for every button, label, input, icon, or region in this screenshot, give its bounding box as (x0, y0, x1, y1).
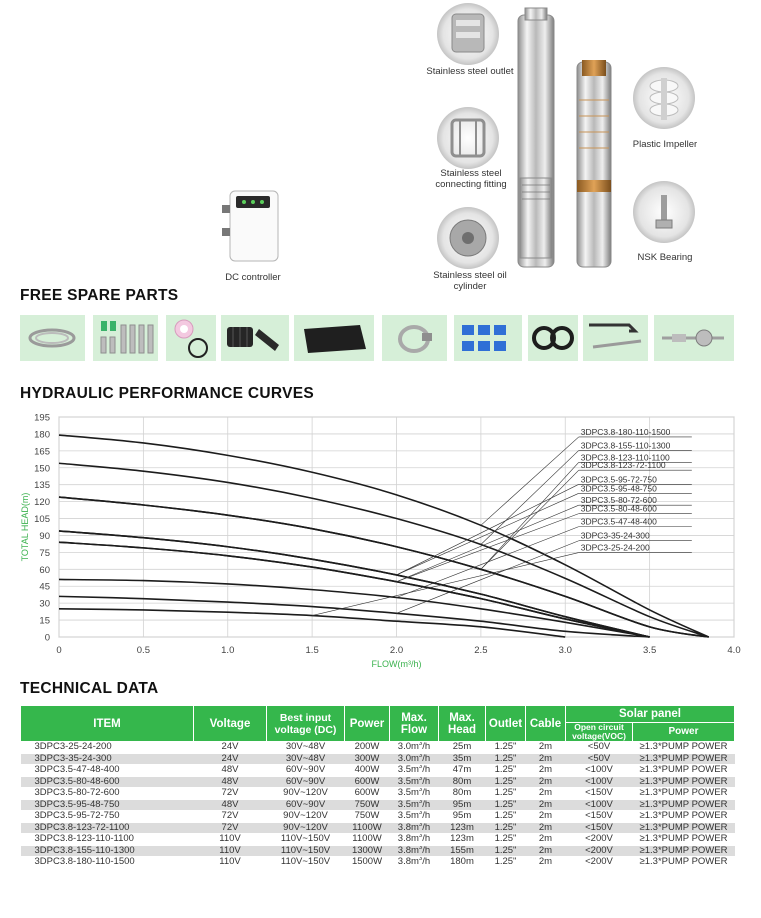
header-power: Power (345, 706, 390, 742)
spare-connectors-bolts (93, 315, 158, 361)
cell-item: 3DPC3.5-80-72-600 (21, 788, 194, 800)
cell-max-flow: $3.5m^3/h$ (390, 788, 439, 800)
cell-item: 3DPC3.8-123-72-1100 (21, 822, 194, 834)
table-row (21, 845, 735, 857)
cell-max-flow: $3.0m^3/h$ (390, 753, 439, 765)
flow-unit-superscript: 3 (418, 776, 423, 782)
cell-max-flow: $3.8m^3/h$ (390, 834, 439, 846)
x-tick-label: 2.5 (474, 645, 488, 656)
table-row (21, 776, 735, 788)
cell-outlet: 1.25" (486, 811, 526, 823)
leader-line (397, 541, 579, 614)
y-tick-label: 105 (34, 514, 50, 526)
y-tick-label: 15 (39, 615, 50, 627)
flow-unit-superscript: 3 (418, 764, 423, 770)
cell-power: 600W (345, 776, 390, 788)
cell-solar-power: ≥1.3*PUMP POWER (633, 753, 735, 765)
caption-outlet: Stainless steel outlet (426, 66, 514, 77)
x-tick-label: 2.0 (389, 645, 404, 656)
cell-outlet: 1.25" (486, 845, 526, 857)
cell-outlet: 1.25" (486, 857, 526, 869)
cell-power: 1100W (345, 822, 390, 834)
header-solar-panel: Solar panel (566, 706, 735, 723)
cell-max-flow: $3.5m^3/h$ (390, 811, 439, 823)
performance-curve (59, 596, 650, 637)
tech-title: TECHNICAL DATA (20, 680, 159, 697)
cell-max-head: 180m (439, 857, 486, 869)
y-tick-label: 90 (39, 530, 50, 542)
spare-cable-coil (20, 315, 85, 361)
y-tick-label: 0 (44, 632, 50, 644)
x-tick-label: 1.5 (305, 645, 319, 656)
cell-outlet: 1.25" (486, 742, 526, 754)
cell-best-input: 30V~48V (267, 742, 345, 754)
cell-best-input: 110V~150V (267, 857, 345, 869)
y-tick-label: 180 (34, 429, 50, 441)
cell-outlet: 1.25" (486, 834, 526, 846)
cell-voltage: 24V (194, 753, 267, 765)
x-tick-label: 4.0 (727, 645, 741, 656)
cell-solar-power: ≥1.3*PUMP POWER (633, 799, 735, 811)
cell-cable: 2m (526, 834, 566, 846)
spare-parts-title: FREE SPARE PARTS (20, 287, 179, 304)
flow-unit-superscript: 3 (418, 856, 423, 862)
caption-cylinder: Stainless steel oil cylinder (433, 270, 507, 292)
x-tick-label: 1.0 (221, 645, 235, 656)
cell-outlet: 1.25" (486, 822, 526, 834)
series-label: 3DPC3.5-47-48-400 (580, 516, 657, 527)
leader-line (397, 527, 579, 598)
cell-max-head: 80m (439, 788, 486, 800)
cell-voc: <200V (566, 834, 633, 846)
cell-voltage: 72V (194, 822, 267, 834)
spare-wire-connectors (454, 315, 522, 361)
cell-best-input: 60V~90V (267, 765, 345, 777)
caption-impeller: Plastic Impeller (632, 139, 698, 150)
cell-best-input: 110V~150V (267, 845, 345, 857)
table-row (21, 742, 735, 754)
cell-voltage: 110V (194, 857, 267, 869)
flow-unit-superscript: 3 (418, 833, 423, 839)
fitting-detail-disk (437, 107, 499, 169)
x-axis-label: FLOW(m³/h) (371, 659, 422, 669)
table-row (21, 857, 735, 869)
flow-unit-superscript: 3 (418, 787, 423, 793)
header-max-flow: Max. Flow (390, 706, 439, 742)
cell-power: 1500W (345, 857, 390, 869)
header-outlet: Outlet (486, 706, 526, 742)
cell-voltage: 110V (194, 834, 267, 846)
leader-line (397, 484, 579, 575)
cell-best-input: 110V~150V (267, 834, 345, 846)
cell-voltage: 72V (194, 811, 267, 823)
cell-max-head: 95m (439, 799, 486, 811)
table-row (21, 822, 735, 834)
cell-voc: <150V (566, 811, 633, 823)
cell-power: 1300W (345, 845, 390, 857)
cell-max-head: 80m (439, 776, 486, 788)
cell-outlet: 1.25" (486, 799, 526, 811)
y-tick-label: 30 (39, 598, 50, 610)
caption-fitting: Stainless steel connecting fitting (435, 168, 507, 190)
header-best-input: Best input voltage (DC) (267, 706, 345, 742)
cell-item: 3DPC3.5-95-48-750 (21, 799, 194, 811)
curves-title: HYDRAULIC PERFORMANCE CURVES (20, 385, 315, 402)
leader-line (481, 462, 579, 569)
flow-unit-superscript: 3 (418, 741, 423, 747)
cell-power: 400W (345, 765, 390, 777)
cell-max-flow: $3.5m^3/h$ (390, 765, 439, 777)
cell-voltage: 72V (194, 788, 267, 800)
cell-voc: <150V (566, 822, 633, 834)
cell-power: 750W (345, 811, 390, 823)
series-label: 3DPC3.5-80-72-600 (580, 495, 657, 506)
cell-max-head: 123m (439, 822, 486, 834)
flow-unit-superscript: 3 (418, 799, 423, 805)
cell-voc: <200V (566, 857, 633, 869)
y-tick-label: 120 (34, 497, 50, 509)
flow-unit-superscript: 3 (418, 822, 423, 828)
table-row (21, 753, 735, 765)
cell-best-input: 90V~120V (267, 788, 345, 800)
cell-item: 3DPC3.8-155-110-1300 (21, 845, 194, 857)
cell-cable: 2m (526, 765, 566, 777)
tech-table (20, 705, 735, 869)
cell-cable: 2m (526, 742, 566, 754)
x-tick-label: 3.5 (643, 645, 657, 656)
header-max-head: Max. Head (439, 706, 486, 742)
spare-hose-clamp (382, 315, 447, 361)
cell-cable: 2m (526, 776, 566, 788)
series-label: 3DPC3.8-123-72-1100 (580, 460, 666, 471)
cell-voltage: 48V (194, 799, 267, 811)
cell-cable: 2m (526, 811, 566, 823)
cell-best-input: 60V~90V (267, 776, 345, 788)
series-label: 3DPC3-25-24-200 (580, 542, 650, 553)
cell-voltage: 48V (194, 765, 267, 777)
cell-best-input: 30V~48V (267, 753, 345, 765)
series-label: 3DPC3.8-155-110-1300 (580, 440, 671, 451)
table-row (21, 811, 735, 823)
cell-max-head: 155m (439, 845, 486, 857)
spare-rubber-sleeve (294, 315, 374, 361)
cell-power: 600W (345, 788, 390, 800)
spare-wrench-tool (583, 315, 648, 361)
cell-power: 200W (345, 742, 390, 754)
series-label: 3DPC3-35-24-300 (580, 530, 650, 541)
caption-bearing: NSK Bearing (637, 252, 693, 263)
pump-body-secondary (577, 62, 611, 267)
cell-cable: 2m (526, 822, 566, 834)
cell-item: 3DPC3-25-24-200 (21, 742, 194, 754)
cell-item: 3DPC3-35-24-300 (21, 753, 194, 765)
header-voc: Open circuit voltage(VOC) (566, 723, 633, 742)
series-label: 3DPC3.8-180-110-1500 (580, 426, 671, 437)
cell-outlet: 1.25" (486, 776, 526, 788)
cell-max-flow: $3.5m^3/h$ (390, 799, 439, 811)
table-row (21, 799, 735, 811)
table-row (21, 788, 735, 800)
cell-power: 750W (345, 799, 390, 811)
cell-voc: <150V (566, 788, 633, 800)
cell-max-head: 25m (439, 742, 486, 754)
cell-voc: <200V (566, 845, 633, 857)
spare-rubber-rings (528, 315, 578, 361)
cell-item: 3DPC3.5-47-48-400 (21, 765, 194, 777)
x-tick-label: 3.0 (558, 645, 572, 656)
cell-cable: 2m (526, 753, 566, 765)
cell-item: 3DPC3.8-180-110-1500 (21, 857, 194, 869)
cell-outlet: 1.25" (486, 788, 526, 800)
cell-solar-power: ≥1.3*PUMP POWER (633, 811, 735, 823)
cell-voc: <50V (566, 742, 633, 754)
product-showcase (0, 0, 761, 292)
x-tick-label: 0.5 (136, 645, 150, 656)
cell-cable: 2m (526, 845, 566, 857)
series-label: 3DPC3.5-80-48-600 (580, 503, 657, 514)
table-row (21, 834, 735, 846)
cell-cable: 2m (526, 799, 566, 811)
header-cable: Cable (526, 706, 566, 742)
cell-voltage: 48V (194, 776, 267, 788)
cell-cable: 2m (526, 857, 566, 869)
cell-max-head: 123m (439, 834, 486, 846)
cell-max-flow: $3.0m^3/h$ (390, 742, 439, 754)
cell-max-head: 95m (439, 811, 486, 823)
y-tick-label: 45 (39, 581, 50, 593)
spare-fitting-valve (654, 315, 734, 361)
performance-chart (0, 405, 761, 675)
leader-line (312, 553, 579, 616)
header-solar-power: Power (633, 723, 735, 742)
cell-solar-power: ≥1.3*PUMP POWER (633, 765, 735, 777)
y-tick-label: 135 (34, 480, 50, 492)
leader-line (481, 437, 579, 525)
cell-voc: <100V (566, 765, 633, 777)
cell-max-flow: $3.8m^3/h$ (390, 845, 439, 857)
cell-solar-power: ≥1.3*PUMP POWER (633, 822, 735, 834)
flow-unit-superscript: 3 (418, 810, 423, 816)
cell-solar-power: ≥1.3*PUMP POWER (633, 776, 735, 788)
caption-controller: DC controller (225, 272, 281, 283)
cell-cable: 2m (526, 788, 566, 800)
performance-curve (59, 579, 650, 637)
cell-voltage: 24V (194, 742, 267, 754)
cell-solar-power: ≥1.3*PUMP POWER (633, 857, 735, 869)
spare-cable-joint (221, 315, 289, 361)
cell-max-head: 47m (439, 765, 486, 777)
table-row (21, 765, 735, 777)
y-tick-label: 60 (39, 564, 50, 576)
cell-outlet: 1.25" (486, 765, 526, 777)
cell-voc: <50V (566, 753, 633, 765)
cell-voc: <100V (566, 799, 633, 811)
x-tick-label: 0 (56, 645, 62, 656)
cell-power: 1100W (345, 834, 390, 846)
cell-solar-power: ≥1.3*PUMP POWER (633, 788, 735, 800)
cell-max-head: 35m (439, 753, 486, 765)
cell-max-flow: $3.8m^3/h$ (390, 822, 439, 834)
cell-solar-power: ≥1.3*PUMP POWER (633, 742, 735, 754)
cell-max-flow: $3.5m^3/h$ (390, 776, 439, 788)
tech-table-body (21, 742, 735, 869)
cell-item: 3DPC3.8-123-110-1100 (21, 834, 194, 846)
cell-solar-power: ≥1.3*PUMP POWER (633, 834, 735, 846)
cell-best-input: 90V~120V (267, 822, 345, 834)
cell-outlet: 1.25" (486, 753, 526, 765)
cell-item: 3DPC3.5-95-72-750 (21, 811, 194, 823)
cell-item: 3DPC3.5-80-48-600 (21, 776, 194, 788)
cell-best-input: 90V~120V (267, 811, 345, 823)
y-tick-label: 195 (34, 412, 50, 424)
flow-unit-superscript: 3 (418, 845, 423, 851)
flow-unit-superscript: 3 (418, 753, 423, 759)
leader-line (397, 505, 579, 582)
cell-voc: <100V (566, 776, 633, 788)
series-label: 3DPC3.8-123-110-1100 (580, 452, 670, 463)
cell-max-flow: $3.8m^3/h$ (390, 857, 439, 869)
header-item: ITEM (21, 706, 194, 742)
series-label: 3DPC3.5-95-72-750 (580, 474, 657, 485)
header-voltage: Voltage (194, 706, 267, 742)
cell-power: 300W (345, 753, 390, 765)
y-axis-label: TOTAL HEAD(m) (20, 492, 30, 562)
cell-solar-power: ≥1.3*PUMP POWER (633, 845, 735, 857)
y-tick-label: 75 (39, 547, 50, 559)
cell-best-input: 60V~90V (267, 799, 345, 811)
cell-voltage: 110V (194, 845, 267, 857)
series-label: 3DPC3.5-95-48-750 (580, 483, 657, 494)
y-tick-label: 165 (34, 446, 50, 458)
y-tick-label: 150 (34, 463, 50, 475)
spare-seal-tape (166, 315, 216, 361)
